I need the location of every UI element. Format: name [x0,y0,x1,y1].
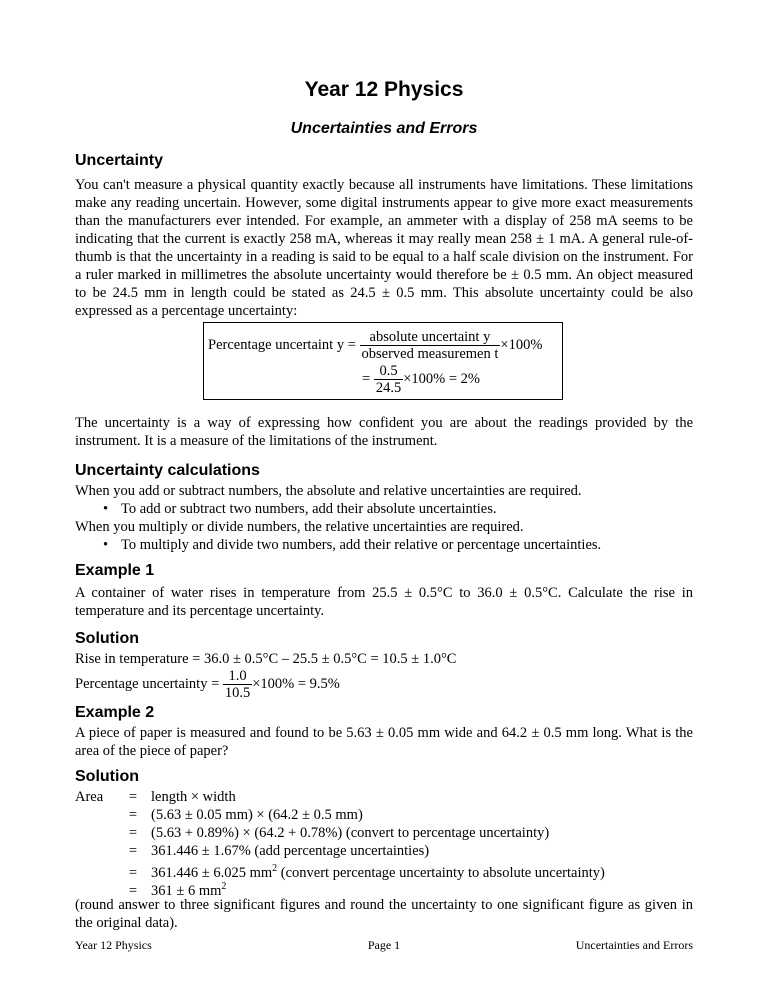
calc-bullet-2 [103,536,601,554]
heading-example-1: Example 1 [75,562,155,579]
area-row-4 [75,842,429,860]
uncertainty-paragraph: You can't measure a physical quantity exactly because all instruments have limitations. These limitations make any reading uncertain. However, some digital instruments appear to give more exact measurements than the manufacturers ever intended. For example, an ammeter with a display of 258 mA seems to be indicating that the current is exactly 258 mA, whereas it may really mean 258 ± 1 mA. A general rule-of-thumb is that the uncertainty in a reading is said to be equal to a half scale division on the instrument. For a ruler marked in millimetres the absolute uncertainty would therefore be ± 0.5 mm. An object measured to be 24.5 mm in length could be stated as 24.5 ± 0.5 mm. This absolute uncertainty could be also expressed as a percentage uncertainty: [75,177,693,319]
heading-solution-2: Solution [75,768,139,785]
area-row-text: (5.63 + 0.89%) × (64.2 + 0.78%) (convert to percentage uncertainty) [151,825,550,841]
heading-uncertainty: Uncertainty [75,152,164,169]
formula-fraction-2 [374,363,403,396]
calc-bullet-1 [103,500,496,518]
formula-denominator-1: observed measuremen t [361,346,499,362]
footer-left: Year 12 Physics [75,938,152,952]
formula-line-2 [362,363,480,396]
formula-times-1: ×100% [500,336,543,353]
superscript: 2 [272,863,278,874]
calc-line-1: When you add or subtract numbers, the absolute and relative uncertainties are required. [75,483,582,499]
area-row-text: 361.446 ± 1.67% (add percentage uncertainties) [151,843,430,859]
formula-eq-2: = [362,370,371,387]
area-row-2 [75,806,363,824]
area-row-1 [75,788,236,806]
formula-fraction-1 [360,329,501,362]
area-row-text: length × width [151,789,236,805]
equals-sign: = [128,843,138,859]
calc-bullet-2-text: To multiply and divide two numbers, add their relative or percentage uncertainties. [121,537,602,553]
bullet-dot: • [103,501,109,517]
heading-uncertainty-calculations: Uncertainty calculations [75,462,260,479]
example-2-text: A piece of paper is measured and found to be 5.63 ± 0.05 mm wide and 64.2 ± 0.5 mm long. What is the area of the piece of paper? [75,725,693,759]
bullet-dot: • [103,537,109,553]
solution-1-times: ×100% = 9.5% [252,675,340,692]
solution-1-pct-label: Percentage uncertainty = [75,675,220,692]
heading-solution-1: Solution [75,630,139,647]
area-row-text: 361.446 ± 6.025 mm [151,864,273,881]
equals-sign: = [128,864,138,881]
uncertainty-paragraph-2: The uncertainty is a way of expressing how confident you are about the readings provided by the instrument. It is a measure of the limitations of the instrument. [75,415,693,449]
formula-numerator-1: absolute uncertaint y [360,329,501,346]
area-row-3 [75,824,549,842]
solution-1-percentage [75,668,340,701]
area-label: Area [75,789,104,805]
solution-1-fraction [223,668,252,701]
equals-sign: = [128,825,138,841]
rounding-note: (round answer to three significant figures and round the uncertainty to one significant figure as given in the original data). [75,897,693,931]
area-row-text: (5.63 ± 0.05 mm) × (64.2 ± 0.5 mm) [151,807,363,823]
solution-1-denominator: 10.5 [224,685,251,701]
solution-1-line-1: Rise in temperature = 36.0 ± 0.5°C – 25.5 ± 0.5°C = 10.5 ± 1.0°C [75,651,457,667]
area-row-text: 361 ± 6 mm [151,882,222,899]
page-subtitle: Uncertainties and Errors [290,120,478,137]
example-1-text: A container of water rises in temperature from 25.5 ± 0.5°C to 36.0 ± 0.5°C. Calculate the rise in temperature and its percentage uncertainty. [75,585,693,619]
formula-numerator-2: 0.5 [374,363,403,380]
calc-line-2: When you multiply or divide numbers, the relative uncertainties are required. [75,519,524,535]
equals-sign: = [128,807,138,823]
calc-bullet-1-text: To add or subtract two numbers, add their absolute uncertainties. [121,501,497,517]
solution-1-numerator: 1.0 [223,668,252,685]
footer-right: Uncertainties and Errors [575,938,693,952]
percentage-uncertainty-formula [203,322,563,400]
formula-denominator-2: 24.5 [375,380,402,396]
superscript: 2 [221,881,227,892]
formula-times-2: ×100% = 2% [403,370,480,387]
equals-sign: = [128,882,138,899]
area-row-tail: (convert percentage uncertainty to absolute uncertainty) [277,864,605,881]
footer-page-number: Page 1 [367,938,401,952]
formula-lhs: Percentage uncertaint y = [208,336,356,353]
equals-sign: = [128,789,138,805]
heading-example-2: Example 2 [75,704,155,721]
page-title: Year 12 Physics [304,78,464,101]
formula-line-1 [208,329,542,362]
